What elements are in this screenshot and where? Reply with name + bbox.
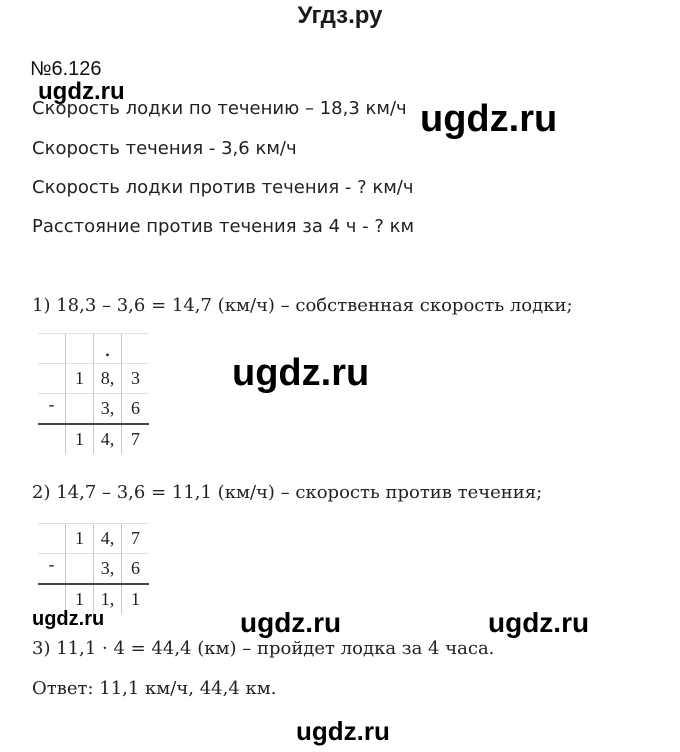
answer: Ответ: 11,1 км/ч, 44,4 км. bbox=[32, 678, 277, 699]
calc-cell bbox=[66, 334, 94, 364]
calc-digit bbox=[66, 394, 94, 425]
calc-digit: 7 bbox=[122, 524, 150, 554]
calc-digit: 1 bbox=[66, 524, 94, 554]
calc-digit: 8, bbox=[94, 364, 122, 394]
calc-digit: 4, bbox=[94, 424, 122, 454]
site-title: Угдз.ру bbox=[297, 2, 383, 29]
given-line: Расстояние против течения за 4 ч - ? км bbox=[32, 216, 415, 237]
calc-digit: 1 bbox=[66, 364, 94, 394]
given-line: Скорость лодки по течению – 18,3 км/ч bbox=[32, 98, 407, 119]
calc-digit: 1 bbox=[122, 584, 150, 614]
calc-digit: 3, bbox=[94, 554, 122, 585]
calc-cell bbox=[38, 424, 66, 454]
column-subtraction-1 bbox=[38, 333, 149, 454]
calc-cell bbox=[38, 524, 66, 554]
solution-step: 2) 14,7 – 3,6 = 11,1 (км/ч) – скорость против течения; bbox=[32, 482, 543, 503]
given-line: Скорость лодки против течения - ? км/ч bbox=[32, 177, 414, 198]
minus-sign: - bbox=[38, 554, 66, 585]
watermark: ugdz.ru bbox=[296, 716, 390, 746]
problem-number: №6.126 bbox=[30, 58, 102, 80]
watermark: ugdz.ru bbox=[38, 78, 125, 105]
watermark: ugdz.ru bbox=[32, 608, 105, 630]
calc-digit: 7 bbox=[122, 424, 150, 454]
given-line: Скорость течения - 3,6 км/ч bbox=[32, 138, 297, 159]
carry-dot: • bbox=[94, 334, 122, 364]
calc-digit: 6 bbox=[122, 394, 150, 425]
calc-digit: 1 bbox=[66, 584, 94, 614]
calc-digit: 3 bbox=[122, 364, 150, 394]
watermark: ugdz.ru bbox=[420, 98, 558, 140]
calc-digit: 4, bbox=[94, 524, 122, 554]
calc-digit: 1 bbox=[66, 424, 94, 454]
minus-sign: - bbox=[38, 394, 66, 425]
watermark: ugdz.ru bbox=[488, 607, 590, 638]
watermark: ugdz.ru bbox=[232, 352, 370, 394]
calc-digit bbox=[66, 554, 94, 585]
calc-cell bbox=[38, 334, 66, 364]
column-subtraction-2 bbox=[38, 523, 149, 614]
watermark: ugdz.ru bbox=[240, 607, 342, 638]
calc-cell bbox=[122, 334, 150, 364]
solution-step: 1) 18,3 – 3,6 = 14,7 (км/ч) – собственная скорость лодки; bbox=[32, 295, 573, 316]
solution-step: 3) 11,1 · 4 = 44,4 (км) – пройдет лодка за 4 часа. bbox=[32, 638, 495, 659]
calc-digit: 6 bbox=[122, 554, 150, 585]
calc-digit: 3, bbox=[94, 394, 122, 425]
calc-digit: 1, bbox=[94, 584, 122, 614]
minus-sign bbox=[38, 364, 66, 394]
